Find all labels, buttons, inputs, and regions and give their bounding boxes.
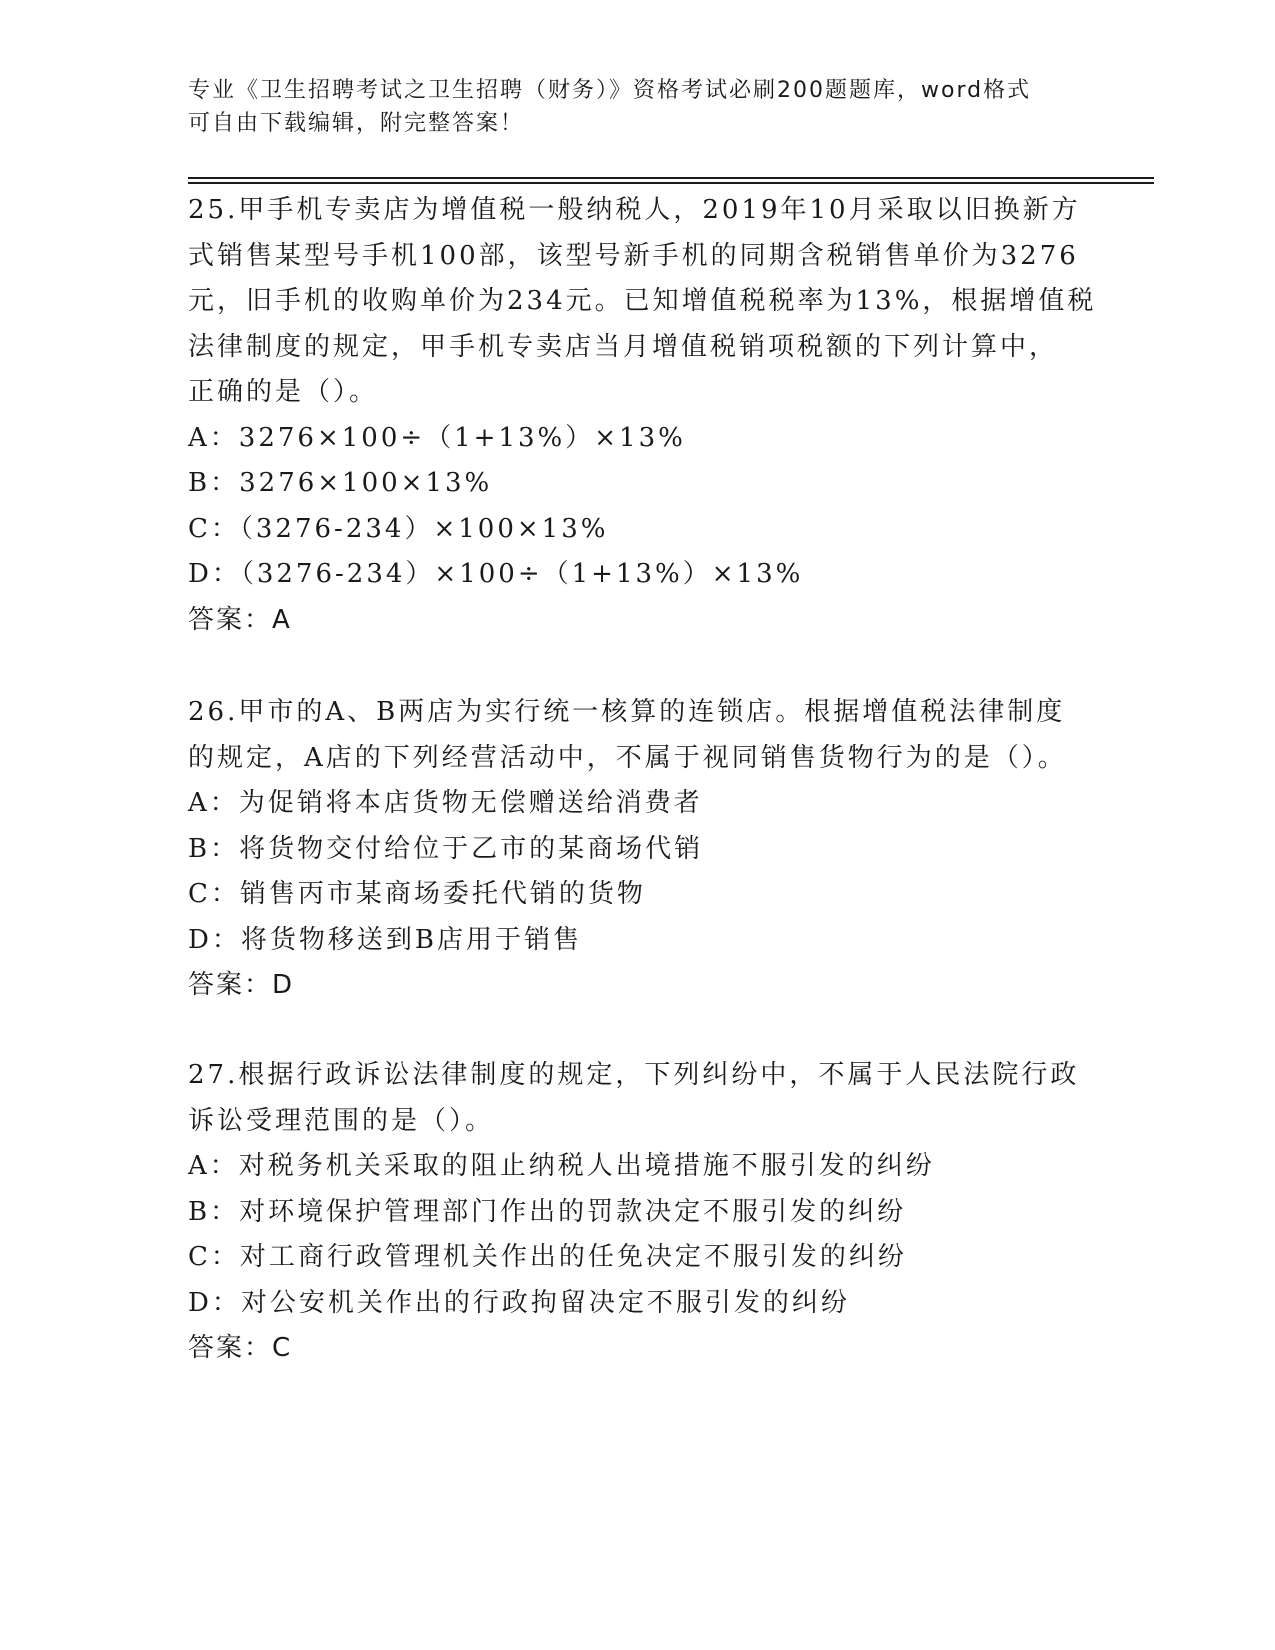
answer bbox=[188, 1326, 1088, 1372]
option-a: A：3276×100÷（1+13%）×13% bbox=[188, 422, 686, 453]
question-text: 27.根据行政诉讼法律制度的规定，下列纠纷中，不属于人民法院行政 bbox=[188, 1060, 1080, 1090]
option-b: B：3276×100×13% bbox=[188, 468, 493, 498]
option-d: D：将货物移送到B店用于销售 bbox=[188, 924, 582, 955]
question-text: 正确的是（）。 bbox=[188, 377, 379, 407]
question-text: 诉讼受理范围的是（）。 bbox=[188, 1105, 495, 1136]
header-line: 可自由下载编辑，附完整答案！ bbox=[188, 111, 525, 136]
answer-label: 答案： bbox=[188, 970, 273, 1000]
question-block bbox=[188, 690, 1088, 1009]
question-block bbox=[188, 188, 1097, 643]
header-divider bbox=[188, 182, 1154, 184]
answer-value: C bbox=[272, 1333, 293, 1363]
answer-label: 答案： bbox=[188, 1333, 273, 1363]
question-text: 25.甲手机专卖店为增值税一般纳税人，2019年10月采取以旧换新方 bbox=[188, 195, 1081, 225]
option-c: C：销售丙市某商场委托代销的货物 bbox=[188, 879, 646, 909]
answer-value: D bbox=[272, 970, 295, 1000]
answer bbox=[188, 963, 1088, 1009]
option-c: C：（3276-234）×100×13% bbox=[188, 513, 609, 544]
question-text: 式销售某型号手机100部，该型号新手机的同期含税销售单价为3276 bbox=[188, 240, 1079, 271]
document-header bbox=[188, 74, 1068, 140]
header-divider bbox=[188, 177, 1154, 179]
question-text: 的规定，A店的下列经营活动中，不属于视同销售货物行为的是（）。 bbox=[188, 742, 1067, 773]
answer-label: 答案： bbox=[188, 604, 273, 635]
option-a: A：对税务机关采取的阻止纳税人出境措施不服引发的纠纷 bbox=[188, 1151, 935, 1181]
option-c: C：对工商行政管理机关作出的任免决定不服引发的纠纷 bbox=[188, 1242, 907, 1272]
answer bbox=[188, 598, 1088, 644]
option-d: D：（3276-234）×100÷（1+13%）×13% bbox=[188, 559, 804, 589]
question-text: 法律制度的规定，甲手机专卖店当月增值税销项税额的下列计算中， bbox=[188, 331, 1059, 362]
option-b: B：对环境保护管理部门作出的罚款决定不服引发的纠纷 bbox=[188, 1196, 907, 1227]
answer-value: A bbox=[272, 604, 292, 635]
question-block bbox=[188, 1053, 1088, 1372]
option-d: D：对公安机关作出的行政拘留决定不服引发的纠纷 bbox=[188, 1287, 850, 1318]
option-a: A：为促销将本店货物无偿赠送给消费者 bbox=[188, 788, 703, 818]
header-line: 专业《卫生招聘考试之卫生招聘（财务）》资格考试必刷200题题库，word格式 bbox=[188, 78, 1032, 103]
option-b: B：将货物交付给位于乙市的某商场代销 bbox=[188, 833, 704, 864]
question-text: 26.甲市的A、B两店为实行统一核算的连锁店。根据增值税法律制度 bbox=[188, 697, 1066, 727]
question-text: 元，旧手机的收购单价为234元。已知增值税税率为13%，根据增值税 bbox=[188, 286, 1097, 316]
